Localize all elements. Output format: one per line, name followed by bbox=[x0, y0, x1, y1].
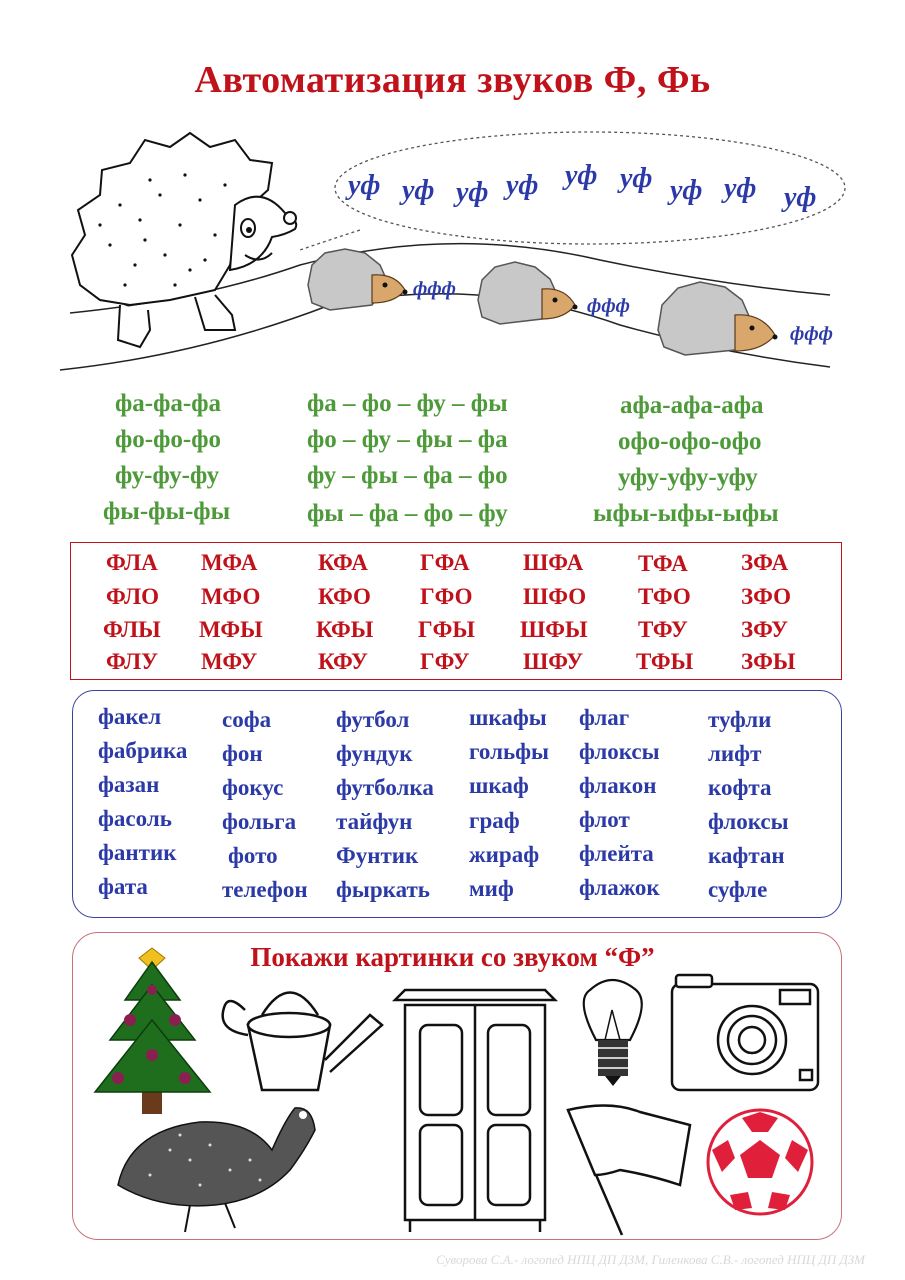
word: кофта bbox=[708, 775, 772, 800]
word: фабрика bbox=[98, 738, 188, 763]
syllable-line: офо-офо-офо bbox=[618, 428, 762, 455]
cluster: ЗФЫ bbox=[741, 649, 796, 674]
word: телефон bbox=[222, 877, 308, 902]
word: шкаф bbox=[469, 773, 529, 798]
speech-word: уф bbox=[456, 177, 489, 208]
cluster: ТФА bbox=[638, 551, 688, 576]
cluster: ШФО bbox=[523, 584, 587, 609]
word: факел bbox=[98, 704, 162, 729]
word: фазан bbox=[98, 772, 160, 797]
word: лифт bbox=[708, 741, 762, 766]
word: кафтан bbox=[708, 843, 785, 868]
speech-word: уф bbox=[402, 175, 435, 206]
word: шкафы bbox=[469, 705, 547, 730]
word: жираф bbox=[469, 842, 540, 867]
fir-tree-icon bbox=[95, 948, 210, 1114]
speech-word: уф bbox=[565, 160, 598, 191]
word: флакон bbox=[579, 773, 657, 798]
word: флот bbox=[579, 807, 630, 832]
word: фасоль bbox=[98, 806, 172, 831]
syllable-line: фо-фо-фо bbox=[115, 426, 222, 453]
hedgehog-sound: ффф bbox=[413, 278, 456, 300]
word: граф bbox=[469, 808, 520, 833]
word: Фунтик bbox=[336, 843, 419, 868]
word: тайфун bbox=[336, 809, 413, 834]
word: флажок bbox=[579, 875, 660, 900]
word: фантик bbox=[98, 840, 177, 865]
word: флоксы bbox=[579, 739, 660, 764]
cluster: КФЫ bbox=[316, 617, 374, 642]
cluster: ФЛУ bbox=[106, 649, 159, 674]
speech-word: уф bbox=[724, 173, 757, 204]
cluster: ШФА bbox=[523, 550, 584, 575]
flag-icon bbox=[568, 1105, 690, 1235]
camera-icon bbox=[672, 975, 818, 1090]
cluster: ГФЫ bbox=[418, 617, 475, 642]
word: фокус bbox=[222, 775, 284, 800]
cluster: ТФО bbox=[638, 584, 691, 609]
word: фон bbox=[222, 741, 263, 766]
word: фото bbox=[228, 843, 278, 868]
speech-word: уф bbox=[506, 170, 539, 201]
syllable-line: ыфы-ыфы-ыфы bbox=[593, 500, 779, 527]
cluster: КФУ bbox=[318, 649, 368, 674]
word: софа bbox=[222, 707, 272, 732]
cluster: ГФУ bbox=[420, 649, 470, 674]
speech-word: уф bbox=[784, 182, 817, 213]
word: туфли bbox=[708, 707, 772, 732]
syllable-line: афа-афа-афа bbox=[620, 392, 764, 419]
word: суфле bbox=[708, 877, 768, 902]
syllable-line: фу-фу-фу bbox=[115, 462, 220, 489]
word: флейта bbox=[579, 841, 654, 866]
footer-credits: Суворова С.А.- логопед НПЦ ДП ДЗМ, Гиленкова С.В.- логопед НПЦ ДП ДЗМ bbox=[436, 1252, 865, 1267]
light-bulb-icon bbox=[584, 980, 642, 1086]
cluster: ШФУ bbox=[523, 649, 584, 674]
word: фыркать bbox=[336, 877, 430, 902]
syllable-line: фа-фа-фа bbox=[115, 390, 222, 417]
cluster: ТФУ bbox=[638, 617, 688, 642]
cluster: ТФЫ bbox=[636, 649, 694, 674]
syllable-line: уфу-уфу-уфу bbox=[618, 464, 758, 491]
syllable-line: фо – фу – фы – фа bbox=[307, 426, 508, 453]
wardrobe-icon bbox=[395, 990, 555, 1232]
word: флаг bbox=[579, 705, 630, 730]
guinea-fowl-icon bbox=[118, 1108, 315, 1232]
word: фата bbox=[98, 874, 148, 899]
cluster: ФЛО bbox=[106, 584, 160, 609]
syllable-line: фу – фы – фа – фо bbox=[307, 462, 508, 489]
watering-can-icon bbox=[223, 993, 382, 1091]
hedgehog-sound: ффф bbox=[790, 323, 833, 345]
cluster: ЗФО bbox=[741, 584, 792, 609]
word: фольга bbox=[222, 809, 297, 834]
syllable-line: фа – фо – фу – фы bbox=[307, 390, 508, 417]
cluster: ГФО bbox=[420, 584, 473, 609]
cluster: КФО bbox=[318, 584, 371, 609]
word: миф bbox=[469, 876, 514, 901]
pictures-title: Покажи картинки со звуком “Ф” bbox=[250, 942, 655, 972]
cluster: МФА bbox=[201, 550, 258, 575]
cluster: МФЫ bbox=[199, 617, 263, 642]
cluster: МФО bbox=[201, 584, 261, 609]
cluster: ЗФА bbox=[741, 550, 789, 575]
cluster: ФЛА bbox=[106, 550, 158, 575]
syllable-line: фы – фа – фо – фу bbox=[307, 500, 508, 527]
cluster: КФА bbox=[318, 550, 368, 575]
hedgehog-sound: ффф bbox=[587, 295, 630, 317]
word: футбол bbox=[336, 707, 410, 732]
speech-word: уф bbox=[670, 175, 703, 206]
word: флоксы bbox=[708, 809, 789, 834]
word: гольфы bbox=[469, 739, 550, 764]
cluster: ГФА bbox=[420, 550, 470, 575]
cluster: ШФЫ bbox=[520, 617, 588, 642]
word: фундук bbox=[336, 741, 413, 766]
word: футболка bbox=[336, 775, 434, 800]
syllable-line: фы-фы-фы bbox=[103, 498, 231, 525]
cluster: ЗФУ bbox=[741, 617, 789, 642]
page-title: Автоматизация звуков Ф, Фь bbox=[194, 59, 711, 101]
speech-word: уф bbox=[348, 170, 381, 201]
football-icon bbox=[708, 1110, 812, 1214]
cluster: МФУ bbox=[201, 649, 258, 674]
speech-word: уф bbox=[620, 163, 653, 194]
cluster: ФЛЫ bbox=[103, 617, 161, 642]
